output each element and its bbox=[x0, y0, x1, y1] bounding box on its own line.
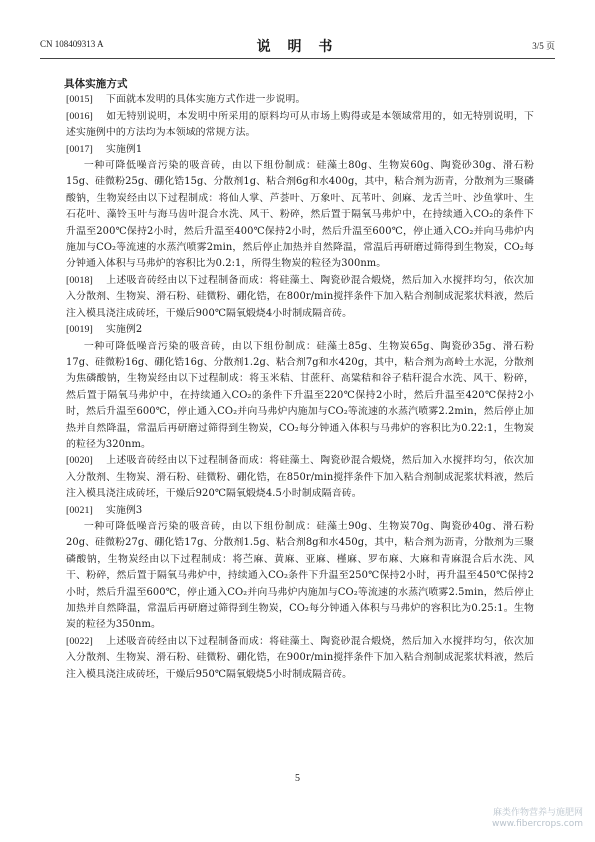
paragraph-text: 如无特别说明，本发明中所采用的原料均可从市场上购得或是本领域常用的，如无特别说明，下述实施例中的方法均为本领域的常规方法。 bbox=[66, 110, 534, 139]
example-heading: 实施例1 bbox=[106, 143, 143, 155]
paragraph-tag: [0020] bbox=[66, 455, 93, 467]
watermark bbox=[492, 808, 583, 830]
watermark-site-name: 麻类作物营养与施肥网 bbox=[492, 808, 583, 818]
page-number: 5 bbox=[295, 773, 300, 784]
header-rule bbox=[40, 58, 555, 59]
watermark-url: www.fibercrops.com bbox=[492, 819, 583, 829]
paragraph-0022 bbox=[66, 634, 534, 683]
paragraph-tag: [0019] bbox=[66, 324, 93, 336]
example-3-composition: 一种可降低噪音污染的吸音砖，由以下组份制成：硅藻土90g、生物炭70g、陶瓷砂40g、滑石粉20g、硅微粉27g、硼化锆17g、分散剂1.5g、粘合剂8g和水450g，其中，粘合剂为沥青，分散剂为三聚磷酸钠，生物炭经由以下过程制成：将苎麻、黄麻、亚麻、槿麻、罗布麻、大麻和青麻混合后水洗、风干、粉碎，然后置于隔氧马弗炉中，持续通入CO₂条件下升温至250℃保持2小时，再升温至450℃保持2小时，然后升温至600℃，停止通入CO₂并向马弗炉内施加与CO₂等流速的水蒸汽喷雾2.5min，然后停止加热并自然降温，常温后再研磨过筛得到生物炭，CO₂每分钟通入体积与马弗炉的容积比为0.25:1。生物炭的粒径为350nm。 bbox=[66, 520, 534, 631]
paragraph-text: 上述吸音砖经由以下过程制备而成：将硅藻土、陶瓷砂混合煅烧，然后加入水搅拌均匀，依次加入分散剂、生物炭、滑石粉、硅微粉、硼化锆，在800r/min搅拌条件下加入粘合剂制成泥浆状料液，然后注入模具浇注成砖坯，干燥后900℃隔氧煅烧4小时制成隔音砖。 bbox=[66, 274, 534, 319]
example-2-composition: 一种可降低噪音污染的吸音砖，由以下组份制成：硅藻土85g、生物炭65g、陶瓷砂35g、滑石粉17g、硅微粉16g、硼化锆16g、分散剂1.2g、粘合剂7g和水420g，其中，粘合剂为高岭土水泥，分散剂为焦磷酸钠，生物炭经由以下过程制成：将玉米秸、甘蔗秆、高粱秸和谷子秸秆混合水洗、风干、粉碎，然后置于隔氧马弗炉中，在持续通入CO₂的条件下升温至220℃保持2小时，然后升温至420℃保持2小时，然后升温至600℃，停止通入CO₂并向马弗炉内施加与CO₂等流速的水蒸汽喷雾2.2min，然后停止加热并自然降温，常温后再研磨过筛得到生物炭，CO₂每分钟通入体积与马弗炉的容积比为0.22:1，生物炭的粒径为320nm。 bbox=[66, 340, 534, 450]
paragraph-0021 bbox=[66, 503, 534, 519]
document-title: 说 明 书 bbox=[256, 39, 339, 55]
section-title: 具体实施方式 bbox=[64, 78, 128, 90]
paragraph-0020 bbox=[66, 453, 534, 502]
paragraph-0019 bbox=[66, 322, 534, 338]
paragraph-tag: [0015] bbox=[66, 94, 93, 106]
paragraph-text: 下面就本发明的具体实施方式作进一步说明。 bbox=[106, 94, 306, 106]
page-header bbox=[40, 36, 555, 56]
paragraph-tag: [0016] bbox=[66, 110, 93, 122]
paragraph-tag: [0022] bbox=[66, 635, 93, 647]
paragraph-0016 bbox=[66, 109, 534, 142]
paragraph-tag: [0018] bbox=[66, 274, 93, 286]
example-1-composition: 一种可降低噪音污染的吸音砖，由以下组份制成：硅藻土80g、生物炭60g、陶瓷砂30g、滑石粉15g、硅微粉25g、硼化锆15g、分散剂1g、粘合剂6g和水400g，其中，粘合剂为沥青，分散剂为三聚磷酸钠，生物炭经由以下过程制成：将仙人掌、芦荟叶、万象叶、瓦苇叶、剑麻、龙舌兰叶、沙鱼掌叶、生石花叶、藻铃玉叶与海马齿叶混合水洗、风干、粉碎，然后置于隔氧马弗炉中，在持续通入CO₂的条件下升温至200℃保持2小时，然后升温至400℃保持2小时，然后升温至600℃，停止通入CO₂并向马弗炉内施加与CO₂等流速的水蒸汽喷雾2min，然后停止加热并自然降温，常温后再研磨过筛得到生物炭，CO₂每分钟通入体积与马弗炉的容积比为0.2:1，所得生物炭的粒径为300nm。 bbox=[66, 160, 534, 270]
paragraph-0015 bbox=[66, 92, 534, 108]
paragraph-tag: [0017] bbox=[66, 143, 93, 155]
example-heading: 实施例2 bbox=[106, 324, 143, 336]
paragraph-0017 bbox=[66, 142, 534, 158]
paragraph-text: 上述吸音砖经由以下过程制备而成：将硅藻土、陶瓷砂混合煅烧，然后加入水搅拌均匀，依次加入分散剂、生物炭、滑石粉、硅微粉、硼化锆，在900r/min搅拌条件下加入粘合剂制成泥浆状料液，然后注入模具浇注成砖坯，干燥后950℃隔氧煅烧5小时制成隔音砖。 bbox=[66, 635, 534, 680]
paragraph-tag: [0021] bbox=[66, 504, 93, 516]
patent-number: CN 108409313 A bbox=[40, 39, 104, 49]
document-body bbox=[66, 76, 534, 683]
page-count: 3/5 页 bbox=[532, 41, 555, 51]
paragraph-text: 上述吸音砖经由以下过程制备而成：将硅藻土、陶瓷砂混合煅烧，然后加入水搅拌均匀，依次加入分散剂、生物炭、滑石粉、硅微粉、硼化锆，在850r/min搅拌条件下加入粘合剂制成泥浆状料液，然后注入模具浇注成砖坯，干燥后920℃隔氧煅烧4.5小时制成隔音砖。 bbox=[66, 455, 534, 500]
paragraph-0018 bbox=[66, 273, 534, 322]
example-heading: 实施例3 bbox=[106, 504, 143, 516]
